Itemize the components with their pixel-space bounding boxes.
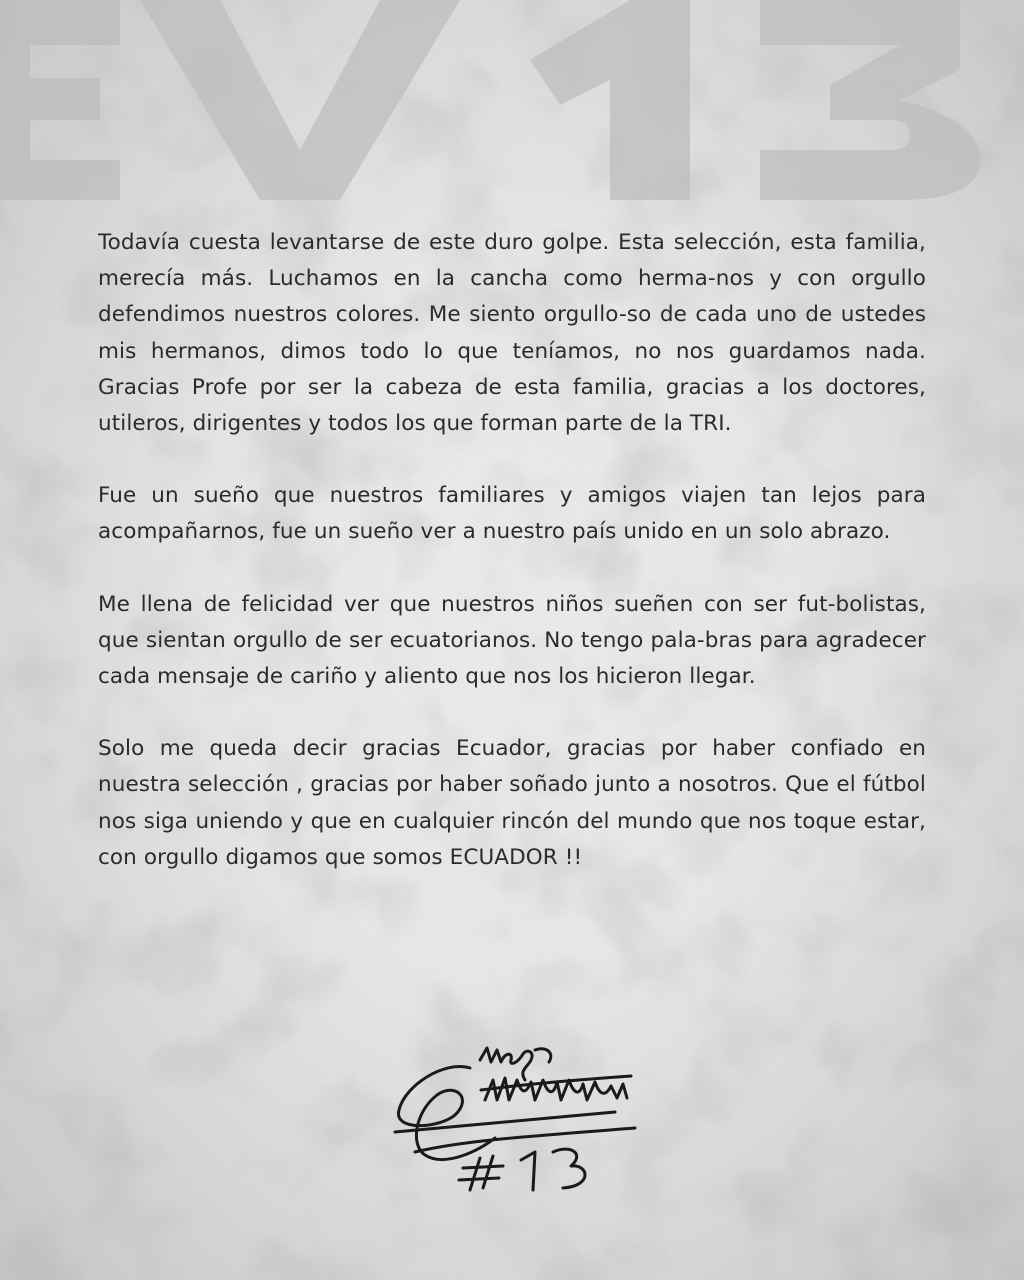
signature <box>385 1040 655 1200</box>
letter-body <box>98 225 926 912</box>
letter-paragraph: Me llena de felicidad ver que nuestros niños sueñen con ser fut-bolistas, que sientan orgullo de ser ecuatorianos. No tengo pala-bras para agradecer cada mensaje de cariño y aliento que nos los hicieron llegar. <box>98 591 926 690</box>
letter-paragraph: Solo me queda decir gracias Ecuador, gracias por haber confiado en nuestra selección , gracias por haber soñado junto a nosotros. Que el fútbol nos siga uniendo y que en cualquier rincón del mundo que nos toque estar, con orgullo digamos que somos ECUADOR !! <box>98 736 926 870</box>
letter-paragraph: Todavía cuesta levantarse de este duro golpe. Esta selección, esta familia, merecía más. Luchamos en la cancha como herma-nos y con orgullo defendimos nuestros colores. Me siento orgullo-so de cada uno de ustedes mis hermanos, dimos todo lo que teníamos, no nos guardamos nada. Gracias Profe por ser la cabeza de esta familia, gracias a los doctores, utileros, dirigentes y todos los que forman parte de la TRI. <box>98 230 926 437</box>
ev13-watermark <box>0 0 1024 220</box>
letter-paragraph: Fue un sueño que nuestros familiares y amigos viajen tan lejos para acompañarnos, fue un sueño ver a nuestro país unido en un solo abrazo. <box>98 483 926 545</box>
